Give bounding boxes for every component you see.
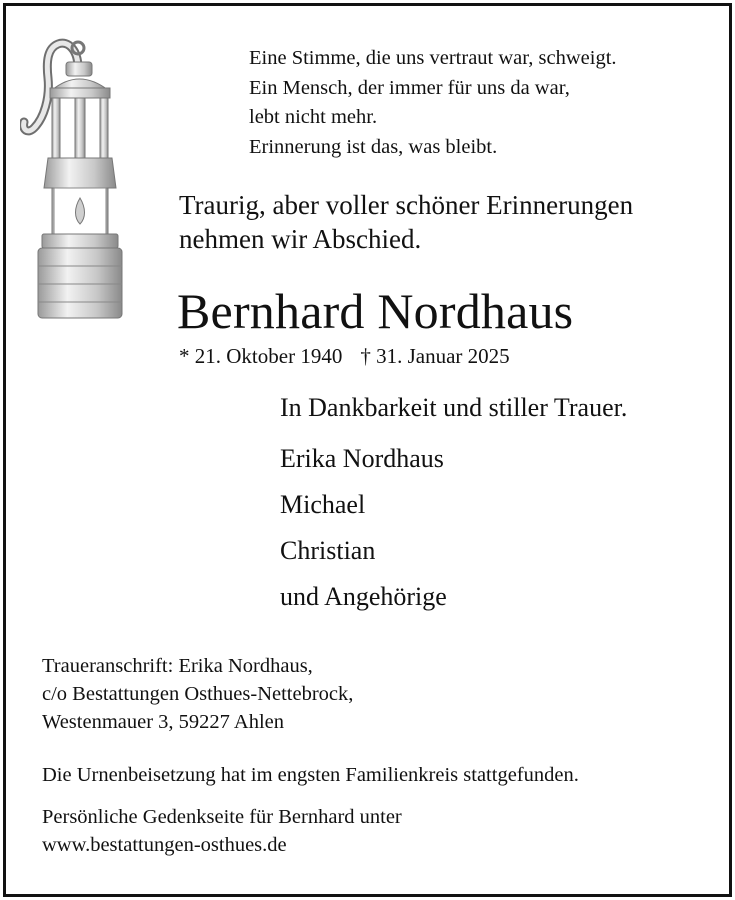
death-date: † 31. Januar 2025 bbox=[360, 344, 510, 368]
mourning-address bbox=[42, 652, 353, 736]
mourner-name: Christian bbox=[280, 536, 376, 565]
mourner-name: Erika Nordhaus bbox=[280, 444, 444, 473]
miners-lamp-icon bbox=[20, 38, 140, 323]
poem bbox=[249, 44, 617, 162]
mourner-name: Michael bbox=[280, 490, 366, 519]
burial-notice: Die Urnenbeisetzung hat im engsten Familienkreis stattgefunden. bbox=[42, 764, 579, 786]
memorial-link[interactable]: www.bestattungen-osthues.de bbox=[42, 834, 287, 856]
poem-line: Erinnerung ist das, was bleibt. bbox=[249, 135, 498, 158]
address-line: c/o Bestattungen Osthues-Nettebrock, bbox=[42, 683, 354, 705]
thanks-line: In Dankbarkeit und stiller Trauer. bbox=[280, 393, 628, 422]
poem-line: Eine Stimme, die uns vertraut war, schweigt. bbox=[249, 47, 617, 69]
deceased-name: Bernhard Nordhaus bbox=[177, 283, 574, 339]
mourners-list bbox=[280, 440, 447, 624]
intro-line: Traurig, aber voller schöner Erinnerungen bbox=[179, 190, 634, 220]
memorial-text: Persönliche Gedenkseite für Bernhard unter bbox=[42, 806, 402, 828]
address-line: Westenmauer 3, 59227 Ahlen bbox=[42, 711, 285, 733]
birth-date: * 21. Oktober 1940 bbox=[179, 344, 343, 368]
address-line: Traueranschrift: Erika Nordhaus, bbox=[42, 655, 313, 677]
poem-line: Ein Mensch, der immer für uns da war, bbox=[249, 76, 570, 99]
mourner-name: und Angehörige bbox=[280, 582, 447, 611]
life-dates bbox=[179, 343, 528, 369]
intro-line: nehmen wir Abschied. bbox=[179, 224, 422, 254]
farewell-intro bbox=[179, 188, 633, 256]
memorial-page bbox=[42, 803, 402, 859]
poem-line: lebt nicht mehr. bbox=[249, 106, 378, 128]
